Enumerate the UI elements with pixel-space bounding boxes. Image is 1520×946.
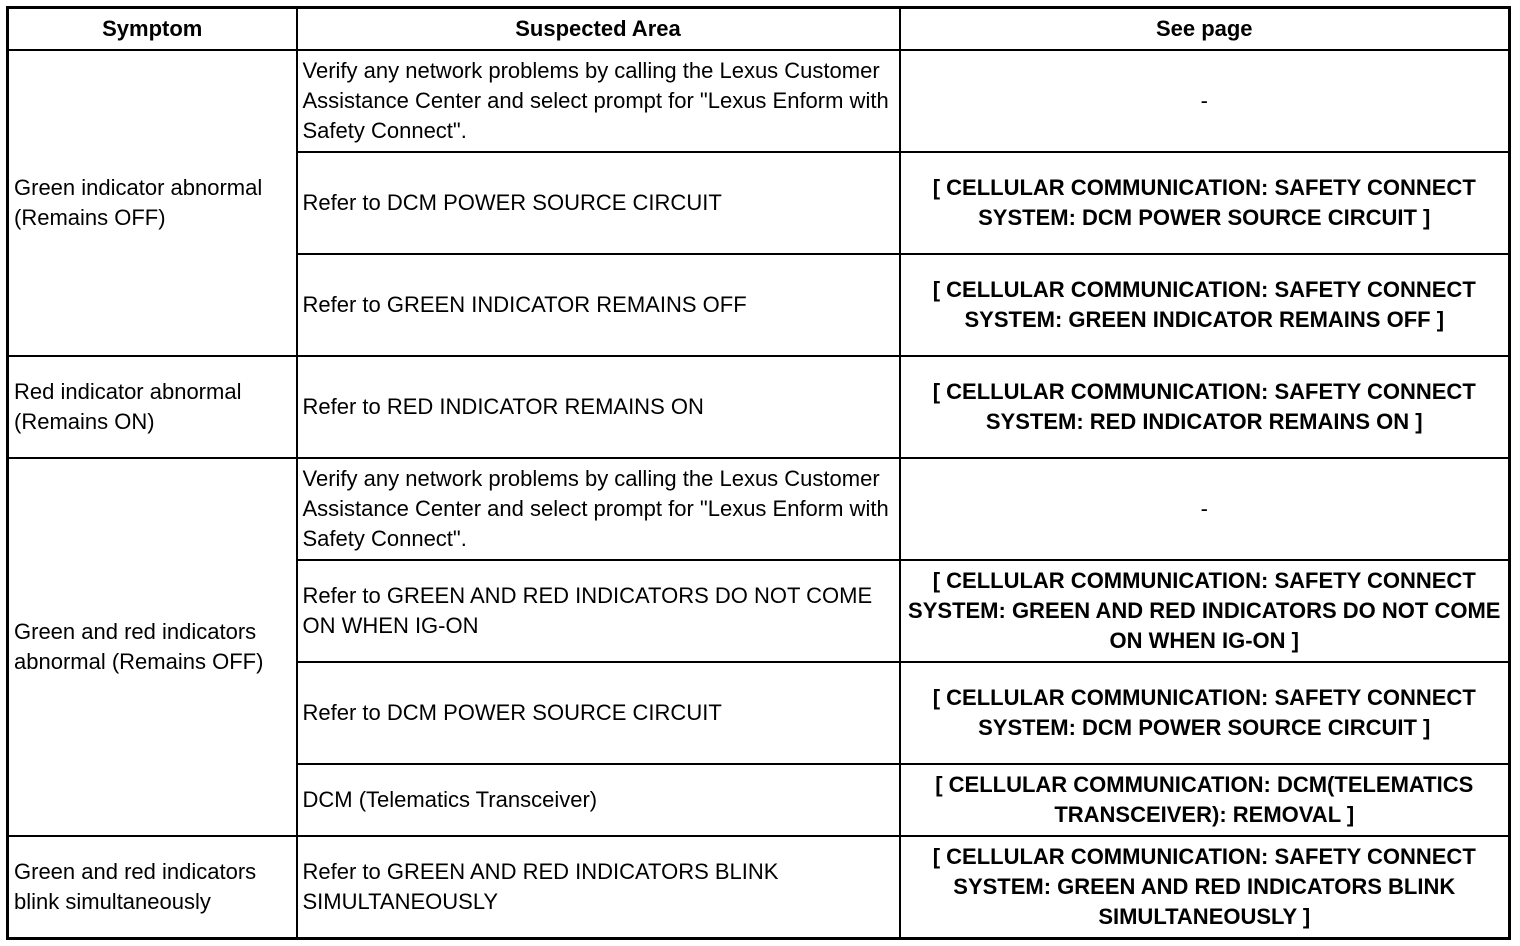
see-page-link[interactable]: [ CELLULAR COMMUNICATION: SAFETY CONNECT SYSTEM: GREEN INDICATOR REMAINS OFF ] — [900, 254, 1510, 356]
header-see-page: See page — [900, 8, 1510, 51]
symptom-cell: Green and red indicators blink simultaneously — [8, 836, 297, 938]
header-symptom: Symptom — [8, 8, 297, 51]
header-suspected-area: Suspected Area — [297, 8, 900, 51]
symptom-cell: Green and red indicators abnormal (Remains OFF) — [8, 458, 297, 836]
suspected-area-cell: Refer to GREEN AND RED INDICATORS DO NOT COME ON WHEN IG-ON — [297, 560, 900, 662]
see-page-link[interactable]: [ CELLULAR COMMUNICATION: SAFETY CONNECT SYSTEM: RED INDICATOR REMAINS ON ] — [900, 356, 1510, 458]
suspected-area-cell: Refer to GREEN INDICATOR REMAINS OFF — [297, 254, 900, 356]
suspected-area-cell: Refer to GREEN AND RED INDICATORS BLINK SIMULTANEOUSLY — [297, 836, 900, 938]
see-page-cell: - — [900, 50, 1510, 152]
suspected-area-cell: Refer to DCM POWER SOURCE CIRCUIT — [297, 152, 900, 254]
suspected-area-cell: Refer to RED INDICATOR REMAINS ON — [297, 356, 900, 458]
symptom-cell: Green indicator abnormal (Remains OFF) — [8, 50, 297, 356]
suspected-area-cell: DCM (Telematics Transceiver) — [297, 764, 900, 836]
table-row — [8, 836, 1510, 938]
see-page-link[interactable]: [ CELLULAR COMMUNICATION: SAFETY CONNECT SYSTEM: DCM POWER SOURCE CIRCUIT ] — [900, 662, 1510, 764]
symptom-cell: Red indicator abnormal (Remains ON) — [8, 356, 297, 458]
see-page-cell: - — [900, 458, 1510, 560]
header-row — [8, 8, 1510, 51]
suspected-area-cell: Verify any network problems by calling the Lexus Customer Assistance Center and select prompt for "Lexus Enform with Safety Connect". — [297, 50, 900, 152]
table-row — [8, 458, 1510, 560]
see-page-link[interactable]: [ CELLULAR COMMUNICATION: DCM(TELEMATICS TRANSCEIVER): REMOVAL ] — [900, 764, 1510, 836]
see-page-link[interactable]: [ CELLULAR COMMUNICATION: SAFETY CONNECT SYSTEM: DCM POWER SOURCE CIRCUIT ] — [900, 152, 1510, 254]
table-row — [8, 50, 1510, 152]
see-page-link[interactable]: [ CELLULAR COMMUNICATION: SAFETY CONNECT SYSTEM: GREEN AND RED INDICATORS BLINK SIMULTANEOUSLY ] — [900, 836, 1510, 938]
problem-symptoms-table — [6, 6, 1511, 940]
suspected-area-cell: Refer to DCM POWER SOURCE CIRCUIT — [297, 662, 900, 764]
table-row — [8, 356, 1510, 458]
suspected-area-cell: Verify any network problems by calling the Lexus Customer Assistance Center and select prompt for "Lexus Enform with Safety Connect". — [297, 458, 900, 560]
see-page-link[interactable]: [ CELLULAR COMMUNICATION: SAFETY CONNECT SYSTEM: GREEN AND RED INDICATORS DO NOT COME ON WHEN IG-ON ] — [900, 560, 1510, 662]
